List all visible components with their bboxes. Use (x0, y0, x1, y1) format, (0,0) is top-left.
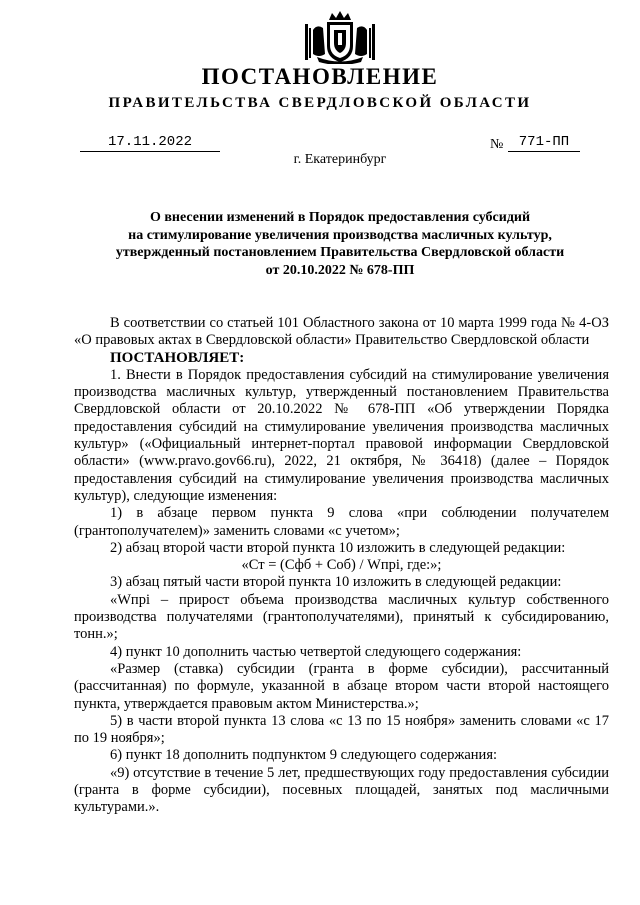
preamble: В соответствии со статьей 101 Областного закона от 10 марта 1999 года № 4-ОЗ «О правовых актах в Свердловской области» Правительство Свердловской области (74, 315, 609, 349)
document-body (74, 315, 609, 817)
amendment-6: 6) пункт 18 дополнить подпунктом 9 следующего содержания: (110, 747, 498, 764)
formula: «Ст = (Сфб + Соб) / Wпрi, где:»; (241, 557, 442, 574)
amendment-3: 3) абзац пятый части второй пункта 10 изложить в следующей редакции: (110, 574, 562, 591)
number-sign: № (490, 137, 504, 152)
amendment-6-text: «9) отсутствие в течение 5 лет, предшествующих году предоставления субсидии (гранта в форме субсидии), посевных площадей, занятых под масличными культурами.». (74, 764, 609, 816)
amendment-4: 4) пункт 10 дополнить частью четвертой следующего содержания: (110, 643, 522, 660)
issuer-heading: ПРАВИТЕЛЬСТВА СВЕРДЛОВСКОЙ ОБЛАСТИ (108, 95, 532, 111)
coat-of-arms-icon (299, 10, 381, 64)
document-title (0, 209, 640, 279)
amendment-5: 5) в части второй пункта 13 слова «с 13 по 15 ноября» заменить словами «с 17 по 19 ноября»; (74, 712, 609, 747)
paragraph-1: 1. Внести в Порядок предоставления субсидий на стимулирование увеличения производства масличных культур, утвержденный постановлением Правительства Свердловской области от 20.10.2022 № 678-ПП «Об утверждении Порядка предоставления субсидий на стимулирование увеличения производства масличных культур» («Официальный интернет-портал правовой информации Свердловской области» (www.pravo.gov66.ru), 2022, 21 октября, № 36418) (далее – Порядок предоставления субсидий на стимулирование увеличения производства масличных культур), следующие изменения: (74, 366, 609, 504)
amendment-3-text: «Wпрi – прирост объема производства масличных культур собственного производства получателями (грантополучателями), принятый к субсидированию, тонн.»; (74, 591, 609, 643)
decree-word: ПОСТАНОВЛЯЕТ: (110, 349, 245, 366)
document-title-line: утвержденный постановлением Правительства Свердловской области (115, 245, 565, 260)
issue-city: г. Екатеринбург (293, 152, 387, 167)
document-title-line: на стимулирование увеличения производства масличных культур, (128, 227, 552, 243)
document-number: 771-ПП (508, 134, 580, 152)
amendment-1: 1) в абзаце первом пункта 9 слова «при соблюдении получателем (грантополучателем)» заменить словами «с учетом»; (74, 505, 609, 539)
document-type-heading: ПОСТАНОВЛЕНИЕ (201, 64, 439, 89)
document-date: 17.11.2022 (80, 134, 220, 152)
amendment-2: 2) абзац второй части второй пункта 10 изложить в следующей редакции: (110, 539, 566, 556)
document-title-line: от 20.10.2022 № 678-ПП (265, 262, 415, 278)
document-title-line: О внесении изменений в Порядок предоставления субсидий (149, 210, 531, 225)
amendment-4-text: «Размер (ставка) субсидии (гранта в форме субсидии), рассчитанный (рассчитанная) по формуле, указанной в абзаце втором части второй настоящего пункта, утверждается правовым актом Министерства.»; (74, 660, 609, 712)
